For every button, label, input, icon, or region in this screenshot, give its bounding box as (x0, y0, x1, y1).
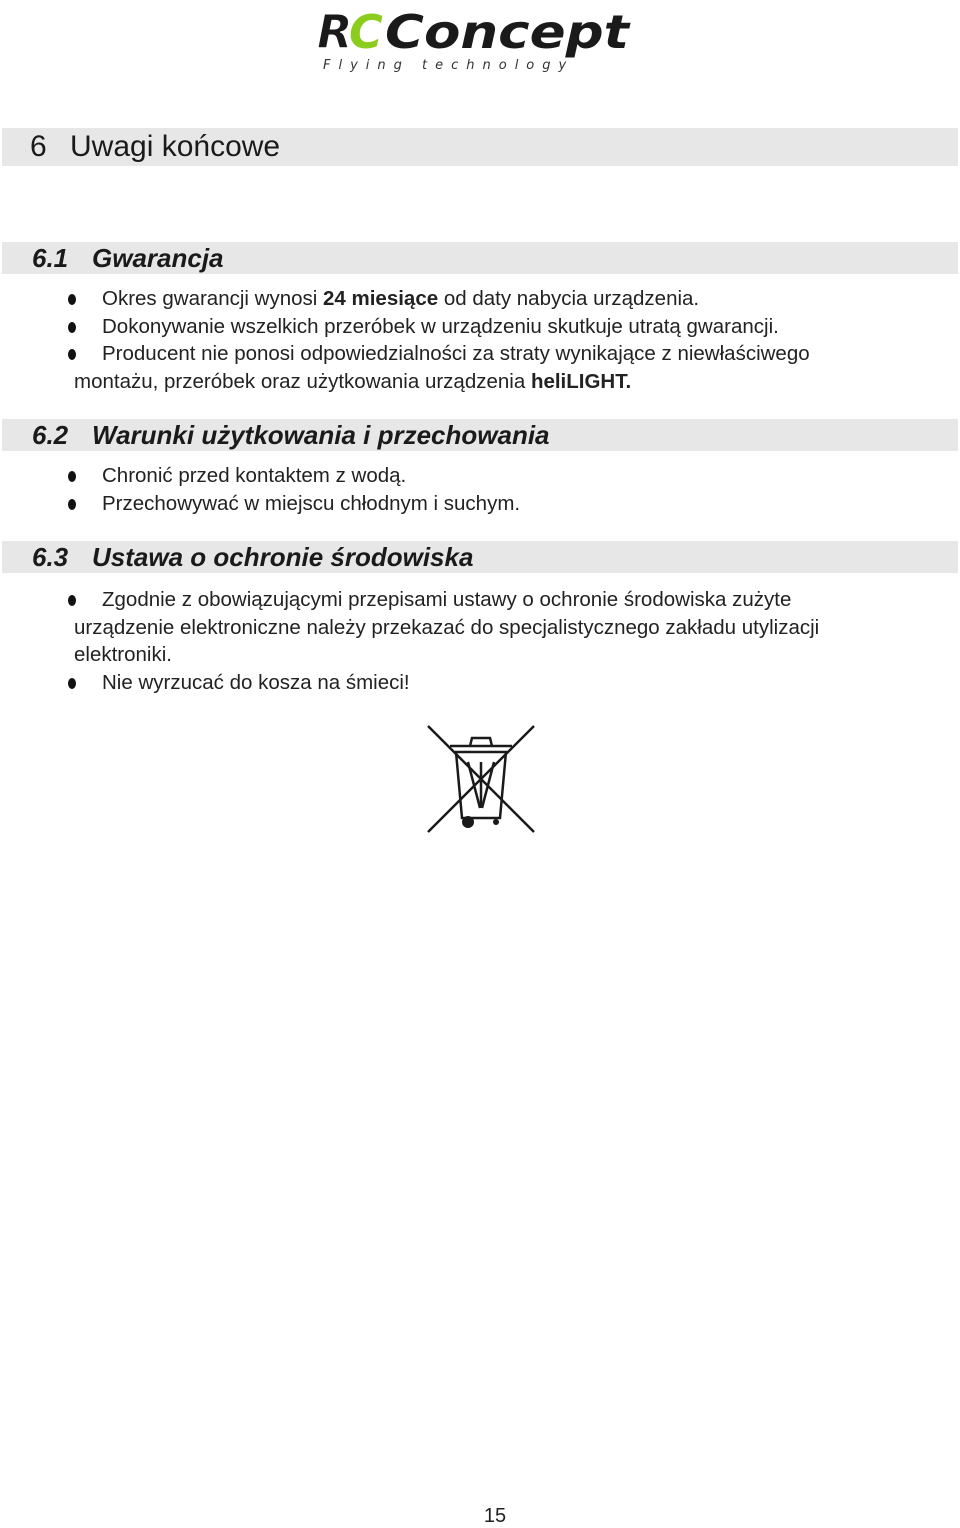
bullet-icon (68, 471, 76, 482)
bullet-icon (68, 322, 76, 333)
bullet-icon (68, 294, 76, 305)
bullet-icon (68, 499, 76, 510)
rcconcept-logo (305, 2, 645, 74)
crossed-out-wheelie-bin-icon (424, 722, 538, 836)
list-item: Zgodnie z obowiązującymi przepisami ustawy o ochronie środowiska zużyte (102, 588, 792, 611)
list-item-continuation: montażu, przeróbek oraz użytkowania urządzenia heliLIGHT. (74, 370, 632, 393)
section-title: Gwarancja (92, 242, 224, 273)
section-title: Ustawa o ochronie środowiska (92, 541, 474, 572)
chapter-title: Uwagi końcowe (70, 130, 281, 163)
bullet-icon (68, 595, 76, 606)
section-title: Warunki użytkowania i przechowania (92, 419, 550, 450)
chapter-number: 6 (30, 130, 47, 163)
svg-text:R: R (317, 5, 353, 59)
section-number: 6.3 (32, 541, 69, 572)
bullet-icon (68, 678, 76, 689)
section-number: 6.2 (32, 419, 69, 450)
chapter-heading (2, 128, 958, 166)
section-heading-gwarancja (2, 242, 958, 274)
svg-text:Concept: Concept (385, 5, 632, 59)
list-item-continuation: elektroniki. (74, 643, 172, 666)
page-number: 15 (483, 1505, 507, 1527)
section-heading-warunki (2, 419, 958, 451)
svg-text:C: C (349, 5, 383, 59)
svg-text:Flying technology: Flying technology (323, 58, 575, 73)
list-item: Nie wyrzucać do kosza na śmieci! (102, 671, 410, 694)
list-item: Chronić przed kontaktem z wodą. (102, 464, 407, 487)
list-item: Przechowywać w miejscu chłodnym i suchym. (102, 492, 521, 515)
section-number: 6.1 (32, 242, 69, 273)
list-item-continuation: urządzenie elektroniczne należy przekazać do specjalistycznego zakładu utylizacji (74, 616, 820, 639)
section-heading-ustawa (2, 541, 958, 573)
bullet-icon (68, 349, 76, 360)
list-item: Producent nie ponosi odpowiedzialności za straty wynikające z niewłaściwego (102, 342, 810, 365)
list-item: Dokonywanie wszelkich przeróbek w urządzeniu skutkuje utratą gwarancji. (102, 315, 779, 338)
list-item: Okres gwarancji wynosi 24 miesiące od daty nabycia urządzenia. (102, 287, 700, 310)
